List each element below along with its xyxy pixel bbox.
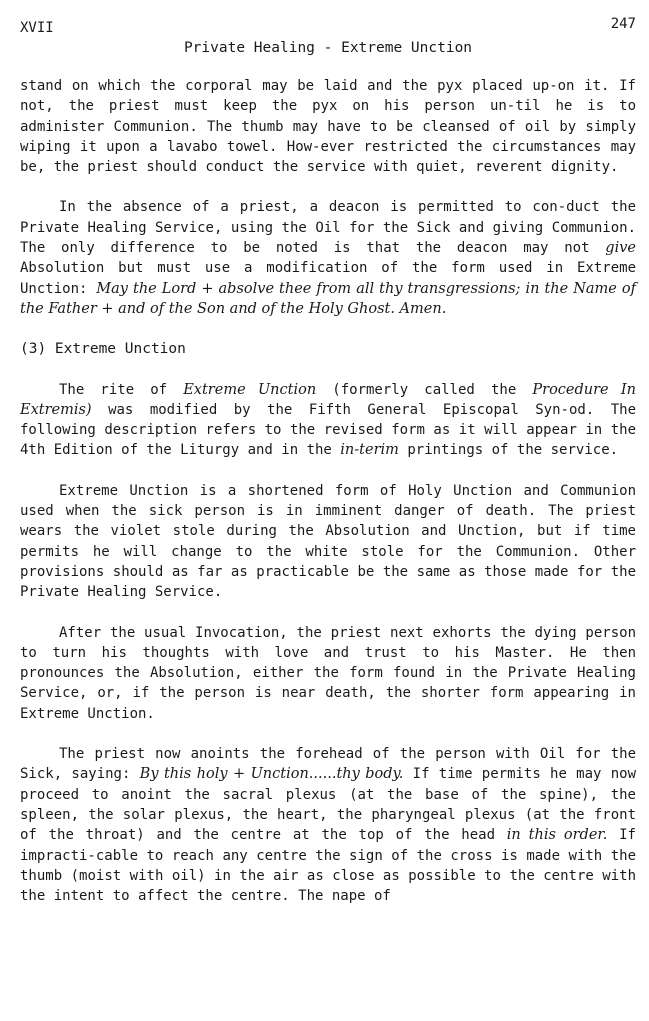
paragraph-text: (formerly called the — [316, 381, 533, 398]
running-head — [20, 16, 636, 38]
paragraph-gap — [20, 724, 636, 744]
paragraph-gap — [20, 360, 636, 380]
paragraph-gap — [20, 177, 636, 197]
paragraph-text: After the usual Invocation, the priest next exhorts the dying person to turn his thoughts with love and trust to his Master. He then pronounces the Absolution, either the form found in the Private Healing Service, or, if the person is near death, the shorter form appearing in Extreme Unction. — [20, 624, 636, 722]
page-number: 247 — [610, 16, 636, 32]
paragraph-text: was modified by the Fifth General Episcopal Syn-od. The following description refers to the revised form as it will appear in the 4th Edition of the Liturgy and in the — [20, 401, 636, 459]
italic-text: in-terim — [340, 442, 399, 459]
paragraph-text: In the absence of a priest, a deacon is permitted to con-duct the Private Healing Service, using the Oil for the Sick and giving Communion. The only difference to be noted is that the deacon may not — [20, 199, 636, 257]
paragraph-text: If impracti-cable to reach any centre the sign of the cross is made with the thumb (moist with oil) in the air as close as possible to the centre with the intent to affect the centre. The nape of — [20, 827, 636, 905]
italic-formula: By this holy + Unction......thy body. — [139, 766, 404, 783]
paragraph-text: Absolution but must use a modification of the form used in Extreme Unction: — [20, 260, 636, 297]
document-page — [20, 16, 636, 906]
paragraph-anointing — [20, 744, 636, 906]
paragraph-text: The rite of — [59, 381, 184, 398]
section-heading: (3) Extreme Unction — [20, 341, 186, 358]
paragraph-text: Extreme Unction is a shortened form of Holy Unction and Communion used when the sick person is in imminent danger of death. The priest wears the violet stole during the Absolution and Unction, but if time permits he will change to the white stole for the Communion. Other provisions should as far as practicable be the same as those made for the Private Healing Service. — [20, 482, 636, 601]
paragraph-deacon — [20, 197, 636, 319]
running-title: Private Healing - Extreme Unction — [183, 40, 473, 56]
paragraph-rite — [20, 380, 636, 461]
italic-text: Extreme Unction — [183, 381, 317, 398]
paragraph-invocation — [20, 623, 636, 724]
paragraph-text: The priest now anoints the forehead of the person with Oil for the Sick, saying: — [20, 746, 636, 783]
italic-text: in this order. — [506, 827, 608, 844]
italic-text: Procedure In Extremis) — [20, 381, 636, 418]
paragraph-text: stand on which the corporal may be laid and the pyx placed up-on it. If not, the priest must keep the pyx on his person un-til he is to administer Communion. The thumb may have to be cleansed of oil by simply wiping it upon a lavabo towel. How-ever restricted the circumstances may be, the priest should conduct the service with quiet, reverent dignity. — [20, 78, 636, 176]
paragraph-corporal — [20, 76, 636, 177]
italic-text: give — [605, 240, 636, 257]
italic-formula: May the Lord + absolve thee from all thy transgressions; in the Name of the Father + and of the Son and of the Holy Ghost. Amen. — [20, 280, 636, 317]
paragraph-gap — [20, 319, 636, 339]
paragraph-shortened-form — [20, 481, 636, 603]
paragraph-text: If time permits he may now proceed to anoint the sacral plexus (at the base of the spine), the spleen, the solar plexus, the heart, the pharyngeal plexus (at the front of the throat) and the centre at the top of the head — [20, 766, 636, 844]
paragraph-gap — [20, 603, 636, 623]
paragraph-text: printings of the service. — [398, 442, 619, 459]
paragraph-gap — [20, 461, 636, 481]
chapter-number: XVII — [20, 20, 54, 36]
